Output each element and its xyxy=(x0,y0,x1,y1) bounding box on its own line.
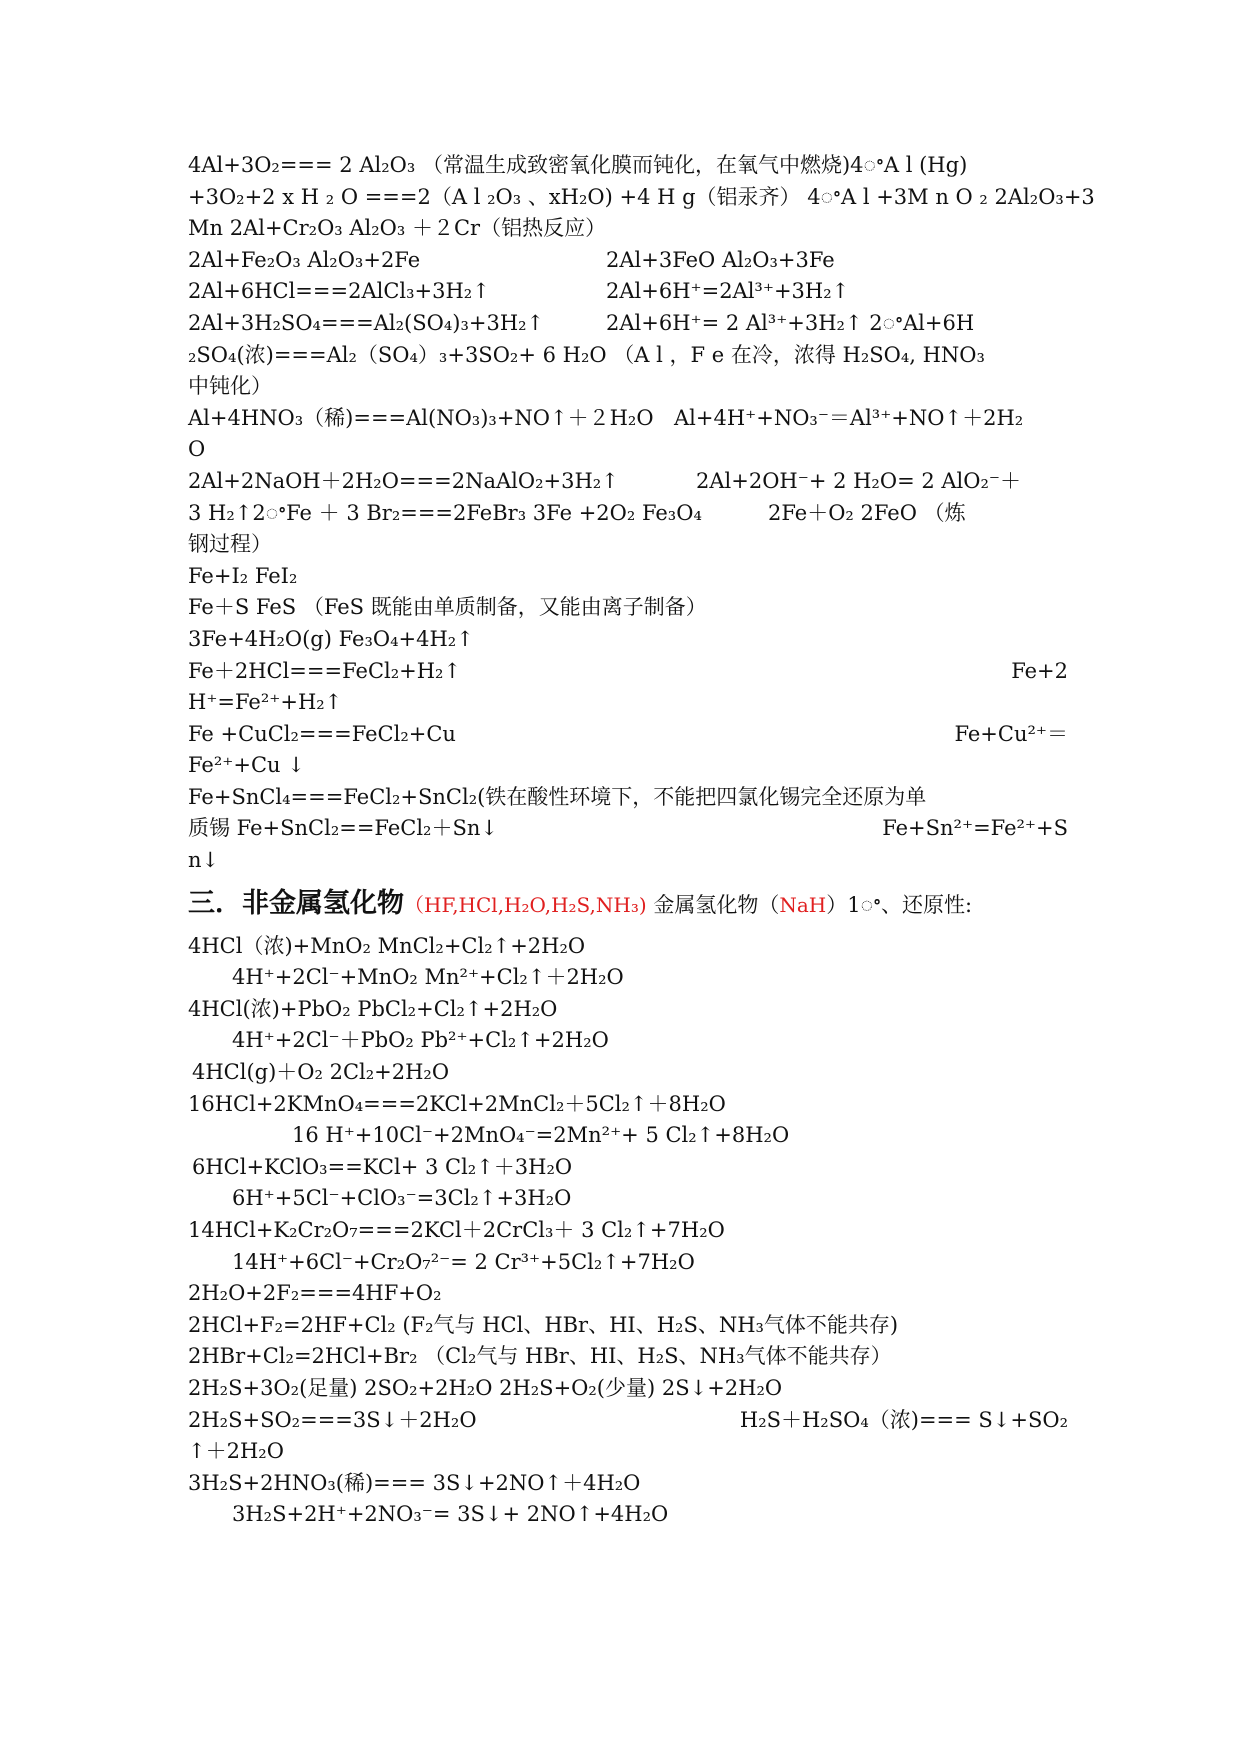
equation-line xyxy=(188,182,1095,214)
equation-line xyxy=(188,276,1068,308)
equation-line xyxy=(188,529,1068,561)
equation-text: 4H⁺+2Cl⁻+MnO₂ Mn²⁺+Cl₂↑＋2H₂O xyxy=(232,965,624,990)
equation-text: Fe＋S FeS （FeS 既能由单质制备，又能由离子制备） xyxy=(188,595,707,620)
equation-line xyxy=(188,340,1068,372)
equation-line xyxy=(188,498,1068,530)
equation-text: 质锡 Fe+SnCl₂==FeCl₂＋Sn↓ xyxy=(188,816,498,841)
equation-line xyxy=(188,750,1068,782)
equation-line xyxy=(188,994,1068,1026)
equation-text: 14HCl+K₂Cr₂O₇===2KCl＋2CrCl₃＋ 3 Cl₂↑+7H₂O xyxy=(188,1218,725,1242)
aluminum-iron-equations xyxy=(188,150,1095,877)
equation-text: 4H⁺+2Cl⁻＋PbO₂ Pb²⁺+Cl₂↑+2H₂O xyxy=(232,1028,609,1053)
equation-line xyxy=(188,1089,1068,1121)
equation-line xyxy=(188,813,1068,845)
equation-line xyxy=(188,213,1068,245)
equation-line xyxy=(188,403,1068,435)
equation-text: 4Al+3O₂=== 2 Al₂O₃ （常温生成致密氧化膜而钝化，在氧气中燃烧)4ꢀA l (Hg) xyxy=(188,153,968,177)
equation-ionic-text: 2Al+6H⁺=2Al³⁺+3H₂↑ xyxy=(606,279,850,304)
equation-text: 2Al+6HCl===2AlCl₃+3H₂↑ xyxy=(188,279,490,304)
equation-ionic-text: 2Al+2OH⁻+ 2 H₂O= 2 AlO₂⁻＋ xyxy=(696,468,1021,493)
equation-ionic-text: Al+4H⁺+NO₃⁻＝Al³⁺+NO↑＋2H₂ xyxy=(674,405,1024,430)
equation-text: 2HCl+F₂=2HF+Cl₂ (F₂气与 HCl、HBr、HI、H₂S、NH₃气体不能共存) xyxy=(188,1312,899,1337)
equation-text: H⁺=Fe²⁺+H₂↑ xyxy=(188,690,343,715)
equation-right-text: Fe+Cu²⁺＝ xyxy=(954,721,1068,746)
equation-text: 3Fe+4H₂O(g) Fe₃O₄+4H₂↑ xyxy=(188,626,474,651)
heading-tail: ）1ꢀ、还原性: xyxy=(826,892,973,917)
equation-text: Mn 2Al+Cr₂O₃ Al₂O₃ ＋２Cr（铝热反应） xyxy=(188,216,607,241)
equation-line xyxy=(188,1120,1068,1152)
equation-text: 16 H⁺+10Cl⁻+2MnO₄⁻=2Mn²⁺+ 5 Cl₂↑+8H₂O xyxy=(292,1123,790,1148)
equation-line xyxy=(188,1183,1068,1215)
equation-line xyxy=(188,150,1068,182)
equation-text: Fe+I₂ FeI₂ xyxy=(188,563,298,588)
equation-right-text: Fe+2 xyxy=(1011,658,1068,683)
document-body xyxy=(188,150,1095,1531)
equation-text: 3H₂S+2H⁺+2NO₃⁻= 3S↓+ 2NO↑+4H₂O xyxy=(232,1502,669,1527)
heading-title: 三．非金属氢化物 xyxy=(188,887,404,919)
equation-line xyxy=(188,1373,1068,1405)
equation-line xyxy=(188,245,1068,277)
equation-text: 4HCl（浓)+MnO₂ MnCl₂+Cl₂↑+2H₂O xyxy=(188,933,586,958)
equation-text: ↑＋2H₂O xyxy=(188,1439,284,1464)
equation-line xyxy=(188,308,1068,340)
equation-line xyxy=(188,624,1068,656)
equation-right-text: H₂S＋H₂SO₄（浓)=== S↓+SO₂ xyxy=(739,1407,1068,1432)
equation-text: 中钝化） xyxy=(188,374,272,399)
equation-line xyxy=(188,1310,1068,1342)
section-heading xyxy=(188,881,1068,927)
equation-text: 2Al+2NaOH＋2H₂O===2NaAlO₂+3H₂↑ xyxy=(188,468,619,493)
equation-line xyxy=(188,656,1068,688)
equation-ionic-text: 2Al+3FeO Al₂O₃+3Fe xyxy=(606,247,835,272)
equation-right-text: Fe+Sn²⁺=Fe²⁺+S xyxy=(882,816,1068,841)
equation-line xyxy=(188,782,1068,814)
equation-line xyxy=(188,931,1068,963)
equation-text: n↓ xyxy=(188,848,220,873)
equation-line xyxy=(188,1152,1068,1184)
equation-line xyxy=(188,1499,1068,1531)
equation-line xyxy=(188,1468,1068,1500)
equation-line xyxy=(188,687,1068,719)
equation-ionic-text: 2Al+6H⁺= 2 Al³⁺+3H₂↑ 2ꢀAl+6H xyxy=(606,310,975,335)
equation-text: Fe＋2HCl===FeCl₂+H₂↑ xyxy=(188,658,462,683)
heading-metal-hydride: 金属氢化物（ xyxy=(646,892,780,917)
equation-line xyxy=(188,561,1068,593)
equation-text: Fe +CuCl₂===FeCl₂+Cu xyxy=(188,721,456,746)
equation-line xyxy=(188,1278,1068,1310)
equation-text: 2Al+Fe₂O₃ Al₂O₃+2Fe xyxy=(188,247,421,272)
equation-text: Fe+SnCl₄===FeCl₂+SnCl₂(铁在酸性环境下，不能把四氯化锡完全还原为单 xyxy=(188,784,927,809)
equation-line xyxy=(188,1341,1068,1373)
equation-text: 2HBr+Cl₂=2HCl+Br₂ （Cl₂气与 HBr、HI、H₂S、NH₃气体不能共存） xyxy=(188,1344,892,1369)
equation-text: 6HCl+KClO₃==KCl+ 3 Cl₂↑＋3H₂O xyxy=(192,1154,573,1179)
heading-red-nah: NaH xyxy=(779,892,827,917)
equation-text: 2H₂S+3O₂(足量) 2SO₂+2H₂O 2H₂S+O₂(少量) 2S↓+2H₂O xyxy=(188,1375,783,1400)
equation-line xyxy=(188,962,1068,994)
equation-text: Al+4HNO₃（稀)===Al(NO₃)₃+NO↑＋２H₂O xyxy=(188,405,654,430)
equation-text: 3H₂S+2HNO₃(稀)=== 3S↓+2NO↑＋4H₂O xyxy=(188,1470,641,1495)
equation-line xyxy=(188,1247,1068,1279)
equation-line xyxy=(188,1405,1068,1437)
equation-line xyxy=(188,1436,1068,1468)
equation-text: 2H₂S+SO₂===3S↓＋2H₂O xyxy=(188,1407,477,1432)
equation-text: 14H⁺+6Cl⁻+Cr₂O₇²⁻= 2 Cr³⁺+5Cl₂↑+7H₂O xyxy=(232,1249,695,1274)
nonmetal-hydride-equations xyxy=(188,931,1068,1531)
equation-line xyxy=(188,1057,1068,1089)
equation-text: O xyxy=(188,437,206,462)
equation-text: +3O₂+2 x H ₂ O ===2（A l ₂O₃ 、xH₂O) +4 H g（铝汞齐） 4ꢀA l +3M n O ₂ 2Al₂O₃+3 xyxy=(188,184,1095,209)
equation-line xyxy=(188,845,1068,877)
equation-line xyxy=(188,434,1068,466)
equation-text: 3 H₂↑2ꢀFe ＋ 3 Br₂===2FeBr₃ 3Fe +2O₂ Fe₃O₄ xyxy=(188,500,702,525)
equation-text: 钢过程） xyxy=(188,532,272,557)
equation-text: 4HCl(浓)+PbO₂ PbCl₂+Cl₂↑+2H₂O xyxy=(188,996,558,1021)
equation-line xyxy=(188,371,1068,403)
equation-text: 4HCl(g)＋O₂ 2Cl₂+2H₂O xyxy=(192,1060,450,1085)
heading-red-formulas: （HF,HCl,H₂O,H₂S,NH₃) xyxy=(404,892,647,917)
equation-line xyxy=(188,592,1068,624)
equation-line xyxy=(188,466,1068,498)
equation-text: 2Al+3H₂SO₄===Al₂(SO₄)₃+3H₂↑ xyxy=(188,310,545,335)
equation-line xyxy=(188,719,1068,751)
equation-text: 6H⁺+5Cl⁻+ClO₃⁻=3Cl₂↑+3H₂O xyxy=(232,1186,572,1211)
equation-text: ₂SO₄(浓)===Al₂（SO₄）₃+3SO₂+ 6 H₂O （A l ，F e 在冷，浓得 H₂SO₄, HNO₃ xyxy=(188,342,985,367)
equation-ionic-text: 2Fe＋O₂ 2FeO （炼 xyxy=(768,500,966,525)
equation-text: 2H₂O+2F₂===4HF+O₂ xyxy=(188,1281,442,1306)
equation-line xyxy=(188,1025,1068,1057)
equation-line xyxy=(188,1215,1068,1247)
equation-text: 16HCl+2KMnO₄===2KCl+2MnCl₂＋5Cl₂↑＋8H₂O xyxy=(188,1091,726,1116)
equation-text: Fe²⁺+Cu ↓ xyxy=(188,753,305,778)
